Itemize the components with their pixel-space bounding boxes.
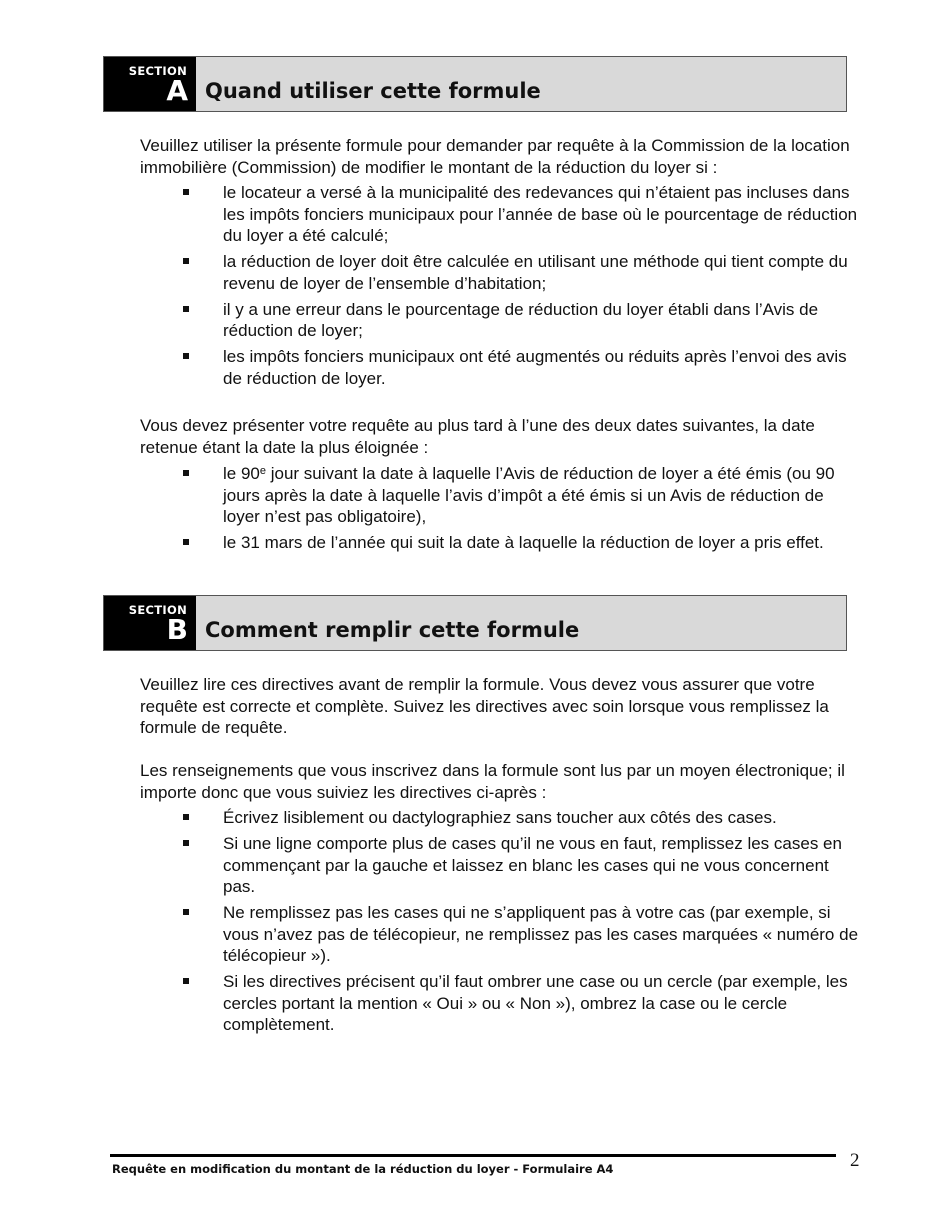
footer-divider xyxy=(110,1154,836,1157)
list-item xyxy=(0,532,860,554)
directive-text: Ne remplissez pas les cases qui ne s’appliquent pas à votre cas (par exemple, si vous n’avez pas de télécopieur, ne remplissez pas les cases marquées « numéro de télécopieur »). xyxy=(223,903,859,965)
condition-text: le locateur a versé à la municipalité des redevances qui n’étaient pas incluses dans les impôts fonciers municipaux pour l’année de base où le pourcentage de réduction du loyer a été calculé; xyxy=(223,183,858,245)
bullet-square-icon xyxy=(183,353,189,359)
bullet-square-icon xyxy=(183,978,189,984)
bullet-square-icon xyxy=(183,470,189,476)
list-item xyxy=(0,182,860,247)
section-a-deadline-list xyxy=(0,463,860,558)
footer-form-title: Requête en modification du montant de la réduction du loyer - Formulaire A4 xyxy=(112,1162,614,1176)
condition-text: les impôts fonciers municipaux ont été augmentés ou réduits après l’envoi des avis de réduction de loyer. xyxy=(223,347,847,388)
section-a-word: SECTION xyxy=(128,64,187,78)
deadline-1-superscript: e xyxy=(259,465,266,478)
bullet-square-icon xyxy=(183,306,189,312)
section-b-tag xyxy=(104,596,196,650)
list-item xyxy=(0,902,860,967)
directive-text: Écrivez lisiblement ou dactylographiez sans toucher aux côtés des cases. xyxy=(223,808,777,827)
condition-text: il y a une erreur dans le pourcentage de réduction du loyer établi dans l’Avis de réduction de loyer; xyxy=(223,299,819,340)
list-item xyxy=(0,807,860,829)
bullet-square-icon xyxy=(183,258,189,264)
list-item xyxy=(0,299,860,342)
deadline-1-prefix: le 90 xyxy=(223,464,260,483)
section-a-tag xyxy=(104,57,196,111)
section-a-letter: A xyxy=(166,74,188,107)
section-a-conditions-list xyxy=(0,182,860,394)
page-number: 2 xyxy=(850,1150,860,1171)
section-b-word: SECTION xyxy=(128,603,187,617)
condition-text: la réduction de loyer doit être calculée en utilisant une méthode qui tient compte du revenu de loyer de l’ensemble d’habitation; xyxy=(223,252,848,293)
section-a-title: Quand utiliser cette formule xyxy=(205,79,541,103)
bullet-square-icon xyxy=(183,814,189,820)
section-a-header xyxy=(103,56,847,112)
list-item xyxy=(0,251,860,294)
section-b-title: Comment remplir cette formule xyxy=(205,618,580,642)
section-a-intro: Veuillez utiliser la présente formule pour demander par requête à la Commission de la location immobilière (Commission) de modifier le montant de la réduction du loyer si : xyxy=(140,136,850,177)
deadline-1-text: jour suivant la date à laquelle l’Avis de réduction de loyer a été émis (ou 90 jours après la date à laquelle l’avis d’impôt a été émis si un Avis de réduction de loyer n’est pas obligatoire), xyxy=(223,464,835,526)
section-b-intro: Veuillez lire ces directives avant de remplir la formule. Vous devez vous assurer que votre requête est correcte et complète. Suivez les directives avec soin lorsque vous remplissez la formule de requête. xyxy=(140,675,829,737)
list-item xyxy=(0,971,860,1036)
list-item xyxy=(0,346,860,389)
deadline-2-text: le 31 mars de l’année qui suit la date à laquelle la réduction de loyer a pris effet. xyxy=(223,533,824,552)
bullet-square-icon xyxy=(183,840,189,846)
list-item xyxy=(0,833,860,898)
directive-text: Si une ligne comporte plus de cases qu’il ne vous en faut, remplissez les cases en commençant par la gauche et laissez en blanc les cases qui ne vous concernent pas. xyxy=(223,834,842,896)
section-b-electronic-intro: Les renseignements que vous inscrivez dans la formule sont lus par un moyen électronique; il importe donc que vous suiviez les directives ci-après : xyxy=(140,761,845,802)
directive-text: Si les directives précisent qu’il faut ombrer une case ou un cercle (par exemple, les cercles portant la mention « Oui » ou « Non »), ombrez la case ou le cercle complètement. xyxy=(223,972,848,1034)
section-b-letter: B xyxy=(166,613,188,646)
list-item xyxy=(0,463,860,528)
section-b-header xyxy=(103,595,847,651)
bullet-square-icon xyxy=(183,189,189,195)
section-a-deadline-intro: Vous devez présenter votre requête au plus tard à l’une des deux dates suivantes, la date retenue étant la date la plus éloignée : xyxy=(140,416,815,457)
section-b-directives-list xyxy=(0,807,860,1040)
bullet-square-icon xyxy=(183,909,189,915)
bullet-square-icon xyxy=(183,539,189,545)
